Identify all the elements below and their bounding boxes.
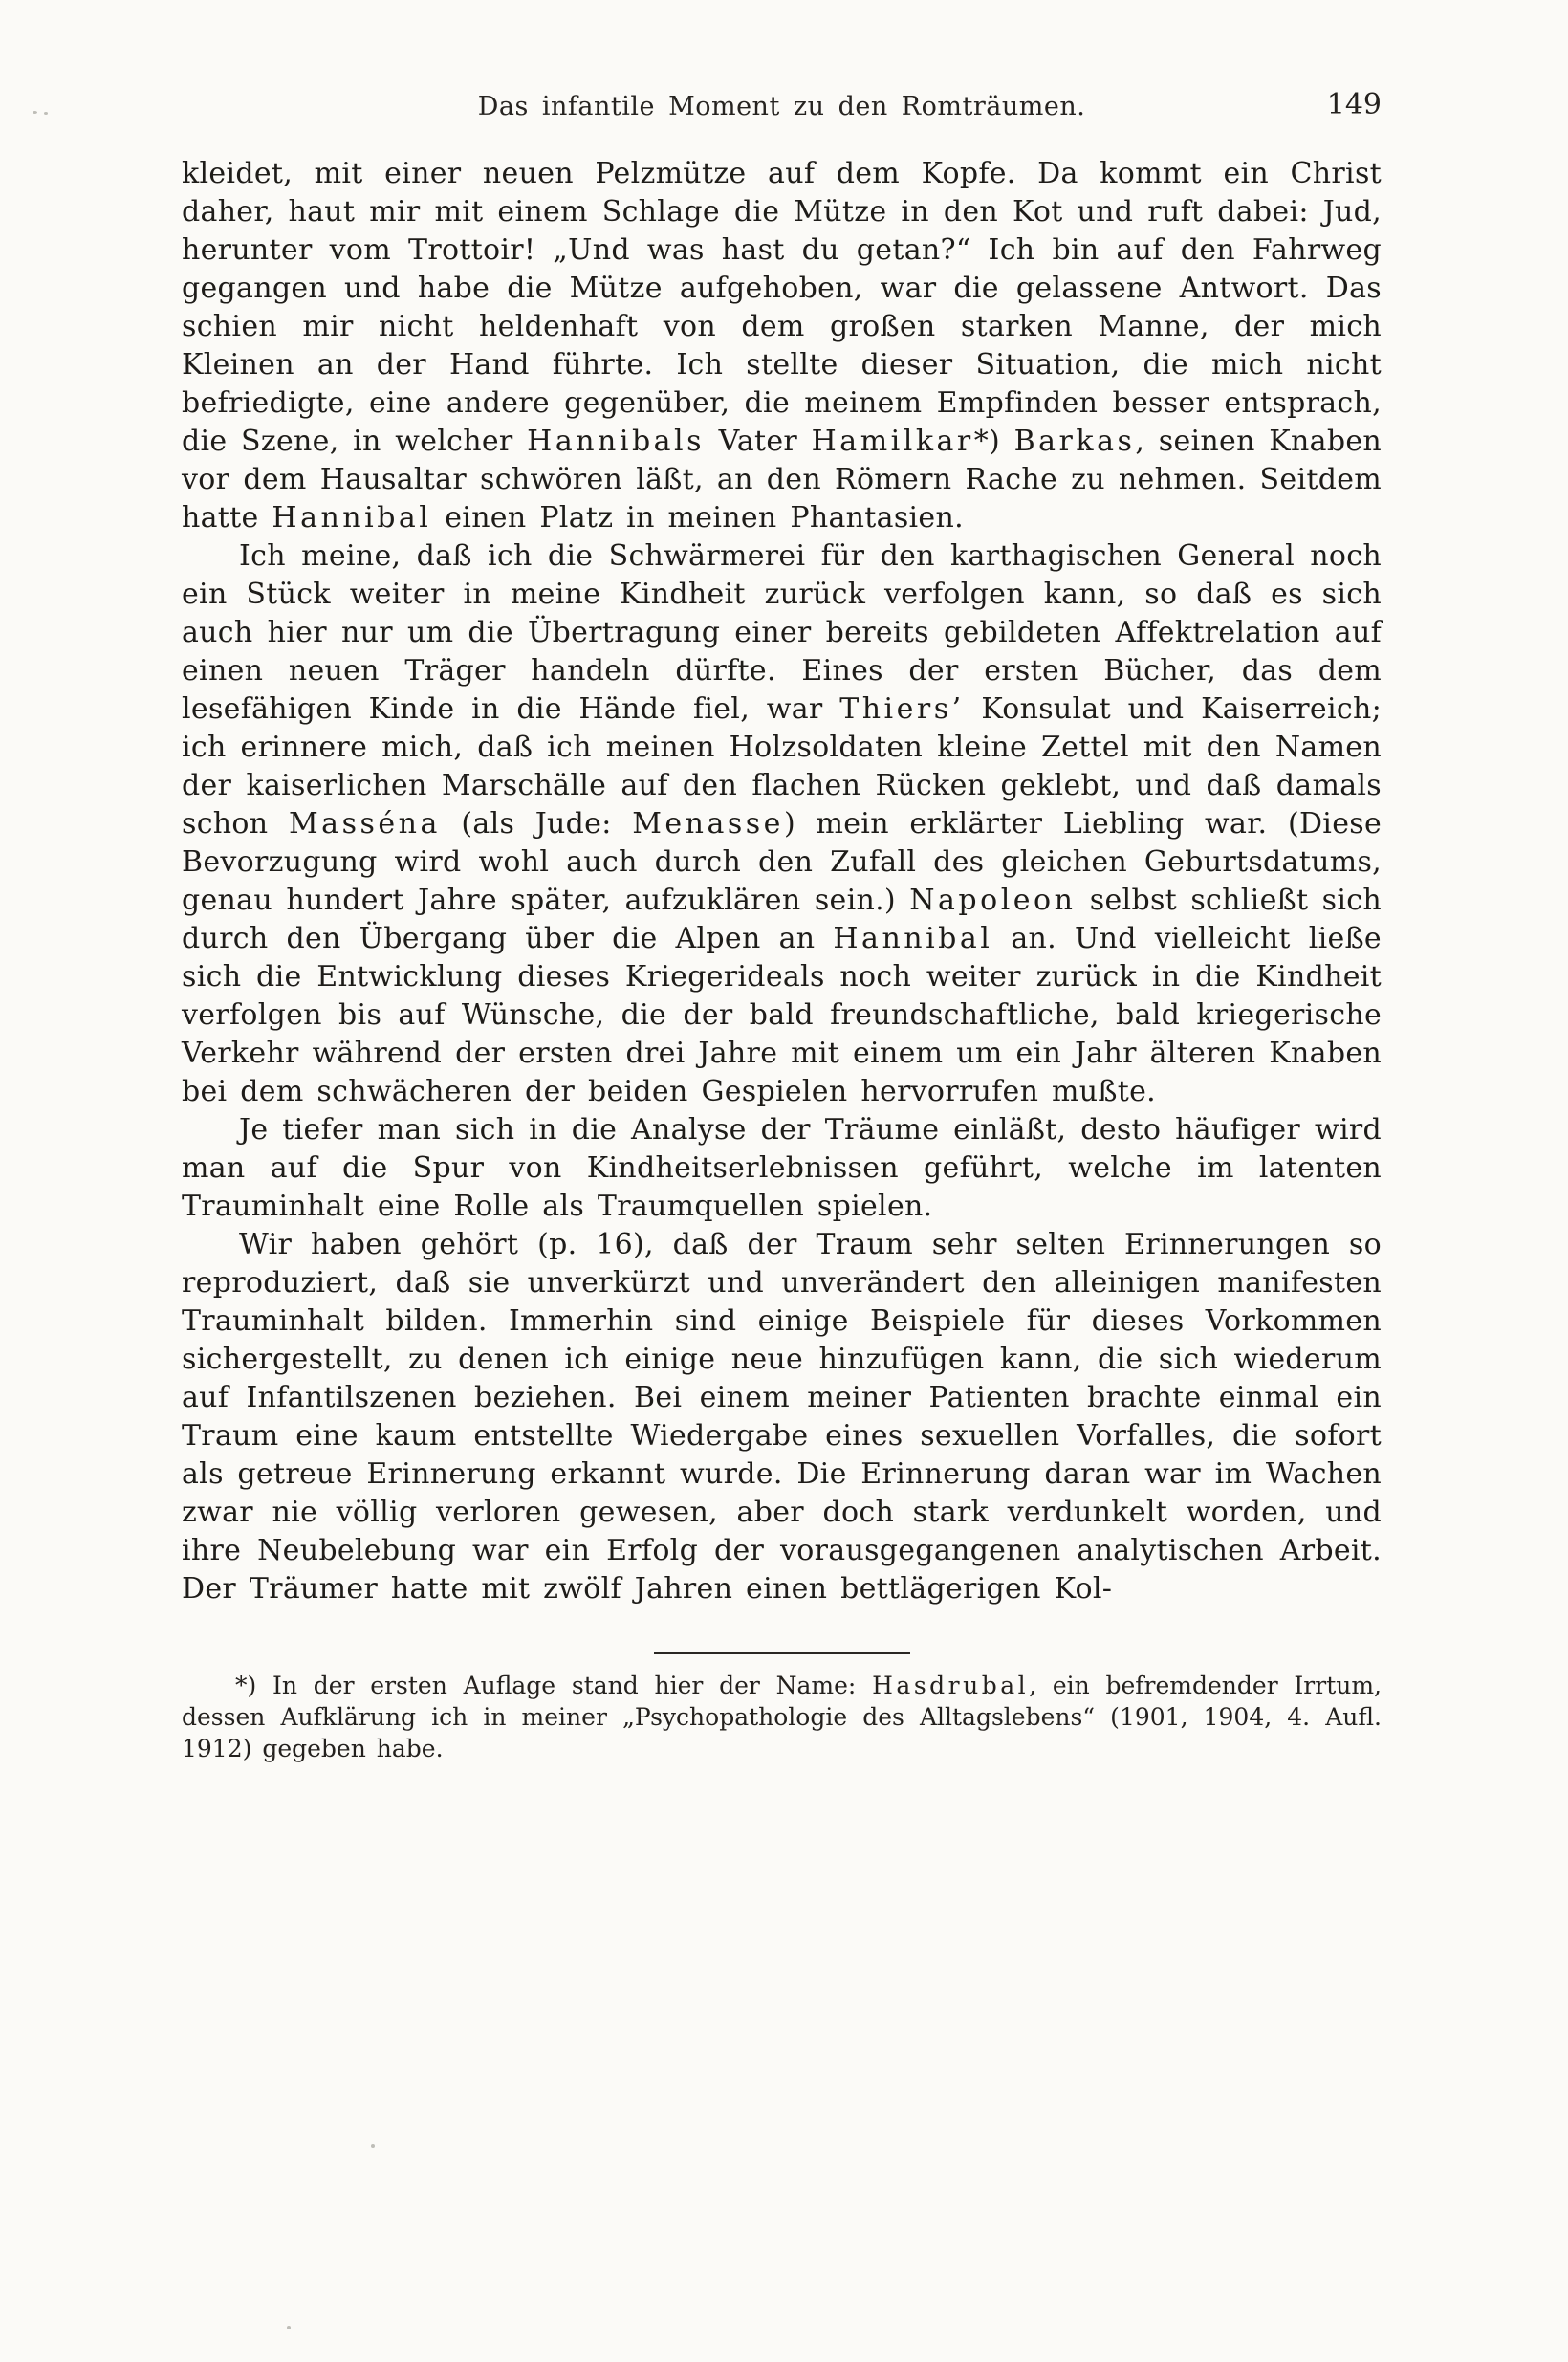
scan-speck — [33, 111, 37, 114]
scan-speck — [44, 112, 48, 115]
text-segment: Je tiefer man sich in die Analyse der Träume einläßt, desto häufiger wird man auf die Spur von Kindheitserlebnissen geführt, welche im latenten Trauminhalt eine Rolle als Traumquellen spielen. — [182, 1113, 1382, 1223]
page-number: 149 — [1326, 88, 1382, 121]
text-block — [182, 0, 1382, 1764]
person-name: Thiers’ — [839, 692, 965, 726]
text-segment: ) mein erklärter Liebling war. (Diese Bevorzugung wird wohl auch durch den Zufall des gleichen Geburtsdatums, genau hundert Jahre später, aufzuklären sein.) — [182, 807, 1382, 917]
text-segment: *) In der ersten Auflage stand hier der Name: — [235, 1672, 873, 1699]
footnote-rule — [654, 1652, 910, 1654]
page-header — [182, 0, 1382, 130]
person-name: Menasse — [632, 807, 784, 841]
text-segment: (als Jude: — [440, 807, 633, 841]
paragraph — [182, 1111, 1382, 1226]
scan-speck — [371, 2144, 375, 2148]
person-name: Masséna — [288, 807, 441, 841]
person-name: Hasdrubal — [872, 1672, 1030, 1699]
body-text — [182, 155, 1382, 1608]
paragraph — [182, 537, 1382, 1111]
text-segment: Wir haben gehört (p. 16), daß der Traum sehr selten Erinnerungen so reproduziert, daß sie unverkürzt und unverändert den alleinigen manifesten Trauminhalt bilden. Immerhin sind einige Beispiele für dieses Vorkommen sichergestellt, zu denen ich einige neue hinzufügen kann, die sich wiederum auf Infantilszenen beziehen. Bei einem meiner Patienten brachte einmal ein Traum eine kaum entstellte Wiedergabe eines sexuellen Vorfalles, die sofort als getreue Erinnerung erkannt wurde. Die Erinnerung daran war im Wachen zwar nie völlig verloren gewesen, aber doch stark verdunkelt worden, und ihre Neubelebung war ein Erfolg der vorausgegangenen analytischen Arbeit. Der Träumer hatte mit zwölf Jahren einen bettlägerigen Kol- — [182, 1228, 1382, 1606]
text-segment: kleidet, mit einer neuen Pelzmütze auf dem Kopfe. Da kommt ein Christ daher, haut mir mit einem Schlage die Mütze in den Kot und ruft dabei: Jud, herunter vom Trottoir! „Und was hast du getan?“ Ich bin auf den Fahrweg gegangen und habe die Mütze aufgehoben, war die gelassene Antwort. Das schien mir nicht heldenhaft von dem großen starken Manne, der mich Kleinen an der Hand führte. Ich stellte dieser Situation, die mich nicht befriedigte, eine andere gegenüber, die meinem Empfinden besser entsprach, die Szene, in welcher — [182, 157, 1382, 458]
text-segment: an. Und vielleicht ließe sich die Entwicklung dieses Kriegerideals noch weiter zurück in die Kindheit verfolgen bis auf Wünsche, die der bald freundschaftliche, bald kriegerische Verkehr während der ersten drei Jahre mit einem um ein Jahr älteren Knaben bei dem schwächeren der beiden Gespielen hervorrufen mußte. — [182, 922, 1382, 1108]
text-segment: selbst schließt sich durch den Übergang über die Alpen an — [182, 884, 1382, 955]
text-segment: Konsulat und Kaiserreich; ich erinnere mich, daß ich meinen Holzsoldaten kleine Zettel mit den Namen der kaiserlichen Marschälle auf den flachen Rücken geklebt, und daß damals schon — [182, 692, 1382, 841]
person-name: Hannibal — [272, 501, 432, 535]
text-segment: Vater — [705, 425, 812, 458]
text-segment: einen Platz in meinen Phantasien. — [431, 501, 964, 535]
person-name: Hamilkar — [811, 425, 974, 458]
person-name: Hannibal — [833, 922, 993, 955]
paragraph — [182, 155, 1382, 537]
person-name: Barkas — [1013, 425, 1136, 458]
paragraph — [182, 1226, 1382, 1608]
text-segment: *) — [973, 425, 1014, 458]
scan-speck — [287, 2326, 291, 2329]
person-name: Hannibals — [527, 425, 706, 458]
running-title: Das infantile Moment zu den Romträumen. — [477, 92, 1086, 121]
text-segment: , ein befremdender Irrtum, dessen Aufklärung ich in meiner „Psychopathologie des Alltagslebens“ (1901, 1904, 4. Aufl. 1912) gegeben habe. — [182, 1672, 1382, 1762]
text-segment: Ich meine, daß ich die Schwärmerei für den karthagischen General noch ein Stück weiter in meine Kindheit zurück verfolgen kann, so daß es sich auch hier nur um die Übertragung einer bereits gebildeten Affektrelation auf einen neuen Träger handeln dürfte. Eines der ersten Bücher, das dem lesefähigen Kinde in die Hände fiel, war — [182, 539, 1382, 726]
footnote — [182, 1670, 1382, 1764]
person-name: Napoleon — [909, 884, 1077, 917]
text-segment: , seinen Knaben vor dem Hausaltar schwören läßt, an den Römern Rache zu nehmen. Seitdem hatte — [182, 425, 1382, 535]
